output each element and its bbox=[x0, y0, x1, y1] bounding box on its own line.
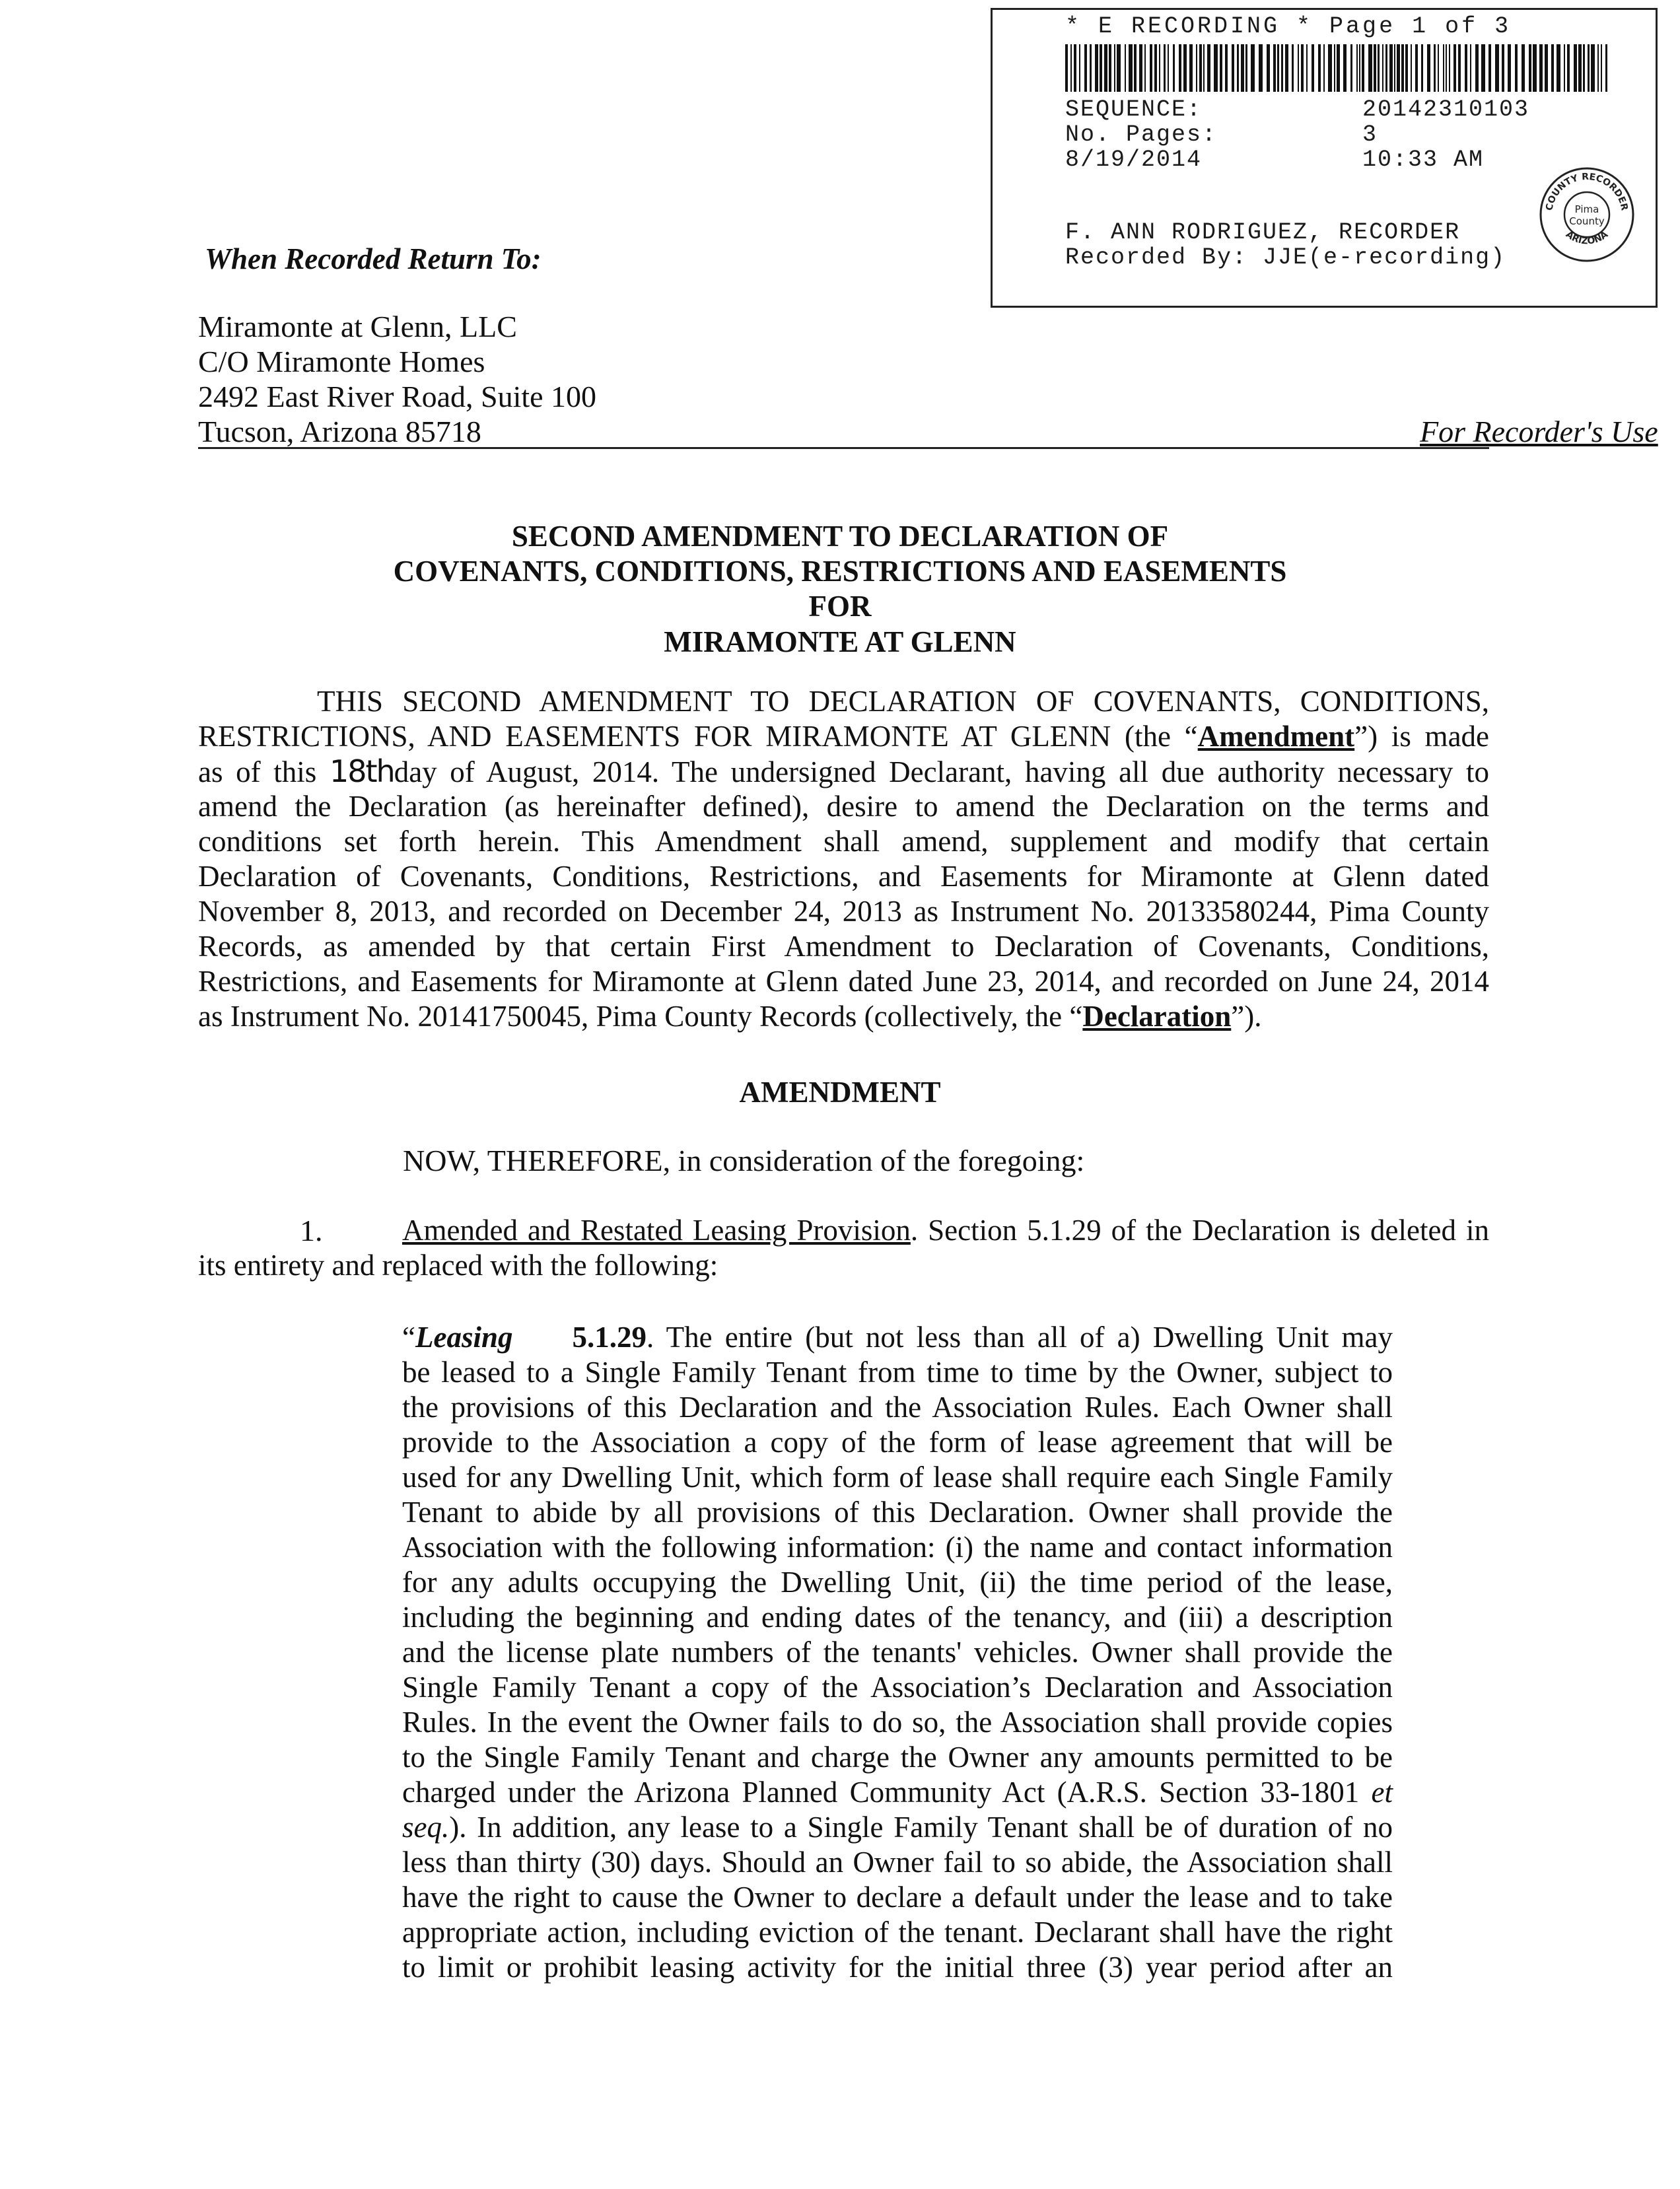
barcode-bar bbox=[1427, 44, 1430, 92]
leasing-line: Association with the following information: (i) the name and contact information bbox=[402, 1531, 1393, 1564]
barcode-bar bbox=[1522, 44, 1525, 92]
barcode-bar bbox=[1389, 44, 1393, 92]
barcode-bar bbox=[1458, 44, 1461, 92]
barcode-bar bbox=[1362, 44, 1364, 92]
declaration-defined-term: Declaration bbox=[1082, 1000, 1232, 1033]
barcode-bar bbox=[1207, 44, 1210, 92]
barcode-bar bbox=[1401, 44, 1404, 92]
barcode-bar bbox=[1117, 44, 1121, 92]
barcode-bar bbox=[1588, 44, 1590, 92]
barcode-bar bbox=[1301, 44, 1304, 92]
amendment-defined-term: Amendment bbox=[1197, 720, 1355, 753]
leasing-line: “Leasing 5.1.29. The entire (but not less than all of a) Dwelling Unit may bbox=[402, 1321, 1393, 1354]
barcode-bar bbox=[1150, 44, 1152, 92]
stamp-header: * E RECORDING * Page 1 of 3 bbox=[1065, 13, 1512, 40]
intro-line: conditions set forth herein. This Amendment shall amend, supplement and modify that certain bbox=[198, 825, 1489, 858]
leasing-line: less than thirty (30) days. Should an Owner fail to so abide, the Association shall bbox=[402, 1846, 1393, 1879]
barcode-bar bbox=[1421, 44, 1423, 92]
barcode-bar bbox=[1144, 44, 1146, 92]
datetime-row bbox=[1065, 147, 1485, 173]
barcode-bar bbox=[1508, 44, 1511, 92]
barcode-bar bbox=[1114, 44, 1115, 92]
return-address-line-4: Tucson, Arizona 85718 bbox=[198, 415, 481, 448]
barcode-bar bbox=[1334, 44, 1335, 92]
barcode-bar bbox=[1374, 44, 1376, 92]
barcode-bar bbox=[1564, 44, 1565, 92]
barcode-bar bbox=[1434, 44, 1436, 92]
barcode-bar bbox=[1251, 44, 1255, 92]
record-time: 10:33 AM bbox=[1362, 147, 1485, 173]
barcode-bar bbox=[1551, 44, 1554, 92]
intro-line: RESTRICTIONS, AND EASEMENTS FOR MIRAMONTE AT GLENN (the “Amendment”) is made bbox=[198, 720, 1490, 753]
leasing-line: seq.). In addition, any lease to a Single Family Tenant shall be of duration of no bbox=[402, 1811, 1393, 1844]
leasing-line: provide to the Association a copy of the form of lease agreement that will be bbox=[402, 1426, 1393, 1459]
barcode-bar bbox=[1465, 44, 1467, 92]
barcode-bar bbox=[1312, 44, 1314, 92]
amendment-heading: AMENDMENT bbox=[739, 1076, 941, 1109]
barcode bbox=[1065, 44, 1613, 92]
intro-line: THIS SECOND AMENDMENT TO DECLARATION OF COVENANTS, CONDITIONS, bbox=[317, 685, 1489, 718]
barcode-bar bbox=[1225, 44, 1228, 92]
county-seal-icon bbox=[1537, 165, 1636, 264]
intro-line: Declaration of Covenants, Conditions, Restrictions, and Easements for Miramonte at Glenn dated bbox=[198, 860, 1489, 893]
barcode-bar bbox=[1446, 44, 1447, 92]
barcode-bar bbox=[1605, 44, 1607, 92]
item-number: 1. bbox=[300, 1214, 323, 1247]
barcode-bar bbox=[1438, 44, 1439, 92]
return-address-line-1: Miramonte at Glenn, LLC bbox=[198, 310, 517, 343]
intro-line: November 8, 2013, and recorded on December 24, 2013 as Instrument No. 20133580244, Pima County bbox=[198, 895, 1489, 928]
leasing-line: and the license plate numbers of the tenants' vehicles. Owner shall provide the bbox=[402, 1636, 1393, 1669]
item-line: Amended and Restated Leasing Provision. Section 5.1.29 of the Declaration is deleted in bbox=[402, 1214, 1489, 1247]
section-number: 5.1.29 bbox=[572, 1321, 647, 1354]
barcode-bar bbox=[1597, 44, 1599, 92]
barcode-bar bbox=[1557, 44, 1560, 92]
title-line-2: COVENANTS, CONDITIONS, RESTRICTIONS AND EASEMENTS bbox=[393, 555, 1287, 588]
barcode-bar bbox=[1259, 44, 1263, 92]
barcode-bar bbox=[1179, 44, 1181, 92]
leasing-line: to the Single Family Tenant and charge the Owner any amounts permitted to be bbox=[402, 1741, 1393, 1774]
barcode-bar bbox=[1104, 44, 1107, 92]
leasing-line: including the beginning and ending dates of the tenancy, and (iii) a description bbox=[402, 1601, 1393, 1634]
barcode-bar bbox=[1411, 44, 1412, 92]
recorders-use-label: For Recorder's Use bbox=[1420, 415, 1658, 448]
pages-label: No. Pages: bbox=[1065, 122, 1218, 148]
pages-row bbox=[1065, 122, 1378, 148]
barcode-bar bbox=[1481, 44, 1485, 92]
leasing-line: have the right to cause the Owner to declare a default under the lease and to take bbox=[402, 1881, 1393, 1914]
barcode-bar bbox=[1578, 44, 1582, 92]
barcode-bar bbox=[1488, 44, 1491, 92]
barcode-bar bbox=[1415, 44, 1418, 92]
barcode-bar bbox=[1515, 44, 1518, 92]
barcode-bar bbox=[1359, 44, 1360, 92]
barcode-bar bbox=[1385, 44, 1387, 92]
barcode-bar bbox=[1350, 44, 1352, 92]
title-line-1: SECOND AMENDMENT TO DECLARATION OF bbox=[511, 520, 1169, 553]
barcode-bar bbox=[1343, 44, 1347, 92]
barcode-bar bbox=[1267, 44, 1270, 92]
barcode-bar bbox=[1475, 44, 1479, 92]
barcode-bar bbox=[1397, 44, 1400, 92]
barcode-bar bbox=[1529, 44, 1531, 92]
title-line-3: FOR bbox=[808, 590, 872, 623]
recorder-name: F. ANN RODRIGUEZ, RECORDER bbox=[1065, 219, 1461, 246]
barcode-bar bbox=[1495, 44, 1499, 92]
barcode-bar bbox=[1356, 44, 1358, 92]
leasing-caption: Leasing bbox=[415, 1321, 513, 1354]
barcode-bar bbox=[1070, 44, 1072, 92]
barcode-bar bbox=[1214, 44, 1218, 92]
barcode-bar bbox=[1245, 44, 1247, 92]
barcode-bar bbox=[1232, 44, 1234, 92]
barcode-bar bbox=[1567, 44, 1570, 92]
barcode-bar bbox=[1189, 44, 1193, 92]
barcode-bar bbox=[1109, 44, 1111, 92]
barcode-bar bbox=[1203, 44, 1205, 92]
svg-text:County: County bbox=[1569, 215, 1605, 227]
barcode-bar bbox=[1237, 44, 1239, 92]
item-heading: Amended and Restated Leasing Provision bbox=[402, 1214, 911, 1247]
svg-text:ARIZONA: ARIZONA bbox=[1563, 229, 1611, 247]
barcode-bar bbox=[1337, 44, 1340, 92]
intro-line: amend the Declaration (as hereinafter defined), desire to amend the Declaration on the terms and bbox=[198, 790, 1489, 823]
now-therefore-line: NOW, THEREFORE, in consideration of the foregoing: bbox=[403, 1144, 1085, 1177]
barcode-bar bbox=[1533, 44, 1537, 92]
barcode-bar bbox=[1292, 44, 1294, 92]
barcode-bar bbox=[1591, 44, 1595, 92]
barcode-bar bbox=[1470, 44, 1471, 92]
intro-line: Restrictions, and Easements for Miramonte at Glenn dated June 23, 2014, and recorded on June 24, 2014 bbox=[198, 965, 1489, 998]
barcode-bar bbox=[1154, 44, 1157, 92]
barcode-bar bbox=[1394, 44, 1395, 92]
barcode-bar bbox=[1139, 44, 1142, 92]
leasing-line: Tenant to abide by all provisions of this Declaration. Owner shall provide the bbox=[402, 1496, 1393, 1529]
barcode-bar bbox=[1583, 44, 1585, 92]
return-to-label: When Recorded Return To: bbox=[205, 242, 542, 275]
barcode-bar bbox=[1601, 44, 1602, 92]
barcode-bar bbox=[1164, 44, 1166, 92]
barcode-bar bbox=[1090, 44, 1092, 92]
barcode-bar bbox=[1199, 44, 1202, 92]
handwritten-day: 18th bbox=[329, 753, 394, 789]
barcode-bar bbox=[1285, 44, 1288, 92]
return-address-line-3: 2492 East River Road, Suite 100 bbox=[198, 380, 597, 413]
barcode-bar bbox=[1539, 44, 1543, 92]
barcode-bar bbox=[1298, 44, 1299, 92]
barcode-bar bbox=[1079, 44, 1080, 92]
pages-value: 3 bbox=[1362, 122, 1378, 148]
recorder-stamp bbox=[991, 8, 1658, 308]
barcode-bar bbox=[1168, 44, 1169, 92]
intro-line: as of this 18thday of August, 2014. The undersigned Declarant, having all due authority necessary to bbox=[198, 753, 1489, 789]
barcode-bar bbox=[1443, 44, 1444, 92]
intro-line: as Instrument No. 20141750045, Pima County Records (collectively, the “Declaration”). bbox=[198, 1000, 1262, 1033]
sequence-value: 20142310103 bbox=[1362, 96, 1530, 123]
barcode-bar bbox=[1134, 44, 1137, 92]
barcode-bar bbox=[1545, 44, 1548, 92]
leasing-line: used for any Dwelling Unit, which form of lease shall require each Single Family bbox=[402, 1461, 1393, 1494]
recorded-by: Recorded By: JJE(e-recording) bbox=[1065, 244, 1506, 271]
barcode-bar bbox=[1281, 44, 1283, 92]
barcode-bar bbox=[1323, 44, 1325, 92]
barcode-bar bbox=[1173, 44, 1175, 92]
sequence-row bbox=[1065, 96, 1530, 123]
barcode-bar bbox=[1084, 44, 1087, 92]
svg-text:COUNTY RECORDER: COUNTY RECORDER bbox=[1544, 171, 1630, 212]
barcode-bar bbox=[1453, 44, 1456, 92]
leasing-line: Single Family Tenant a copy of the Association’s Declaration and Association bbox=[402, 1671, 1393, 1704]
barcode-bar bbox=[1220, 44, 1222, 92]
barcode-bar bbox=[1277, 44, 1279, 92]
sequence-label: SEQUENCE: bbox=[1065, 96, 1203, 123]
leasing-line: the provisions of this Declaration and the Association Rules. Each Owner shall bbox=[402, 1391, 1393, 1424]
svg-text:Pima: Pima bbox=[1574, 203, 1599, 215]
barcode-bar bbox=[1306, 44, 1308, 92]
barcode-bar bbox=[1183, 44, 1187, 92]
barcode-bar bbox=[1378, 44, 1380, 92]
barcode-bar bbox=[1449, 44, 1450, 92]
barcode-bar bbox=[1074, 44, 1076, 92]
barcode-bar bbox=[1125, 44, 1126, 92]
intro-line: Records, as amended by that certain First Amendment to Declaration of Covenants, Conditions, bbox=[198, 930, 1489, 963]
leasing-line: for any adults occupying the Dwelling Unit, (ii) the time period of the lease, bbox=[402, 1566, 1393, 1599]
barcode-bar bbox=[1095, 44, 1098, 92]
leasing-line: appropriate action, including eviction of the tenant. Declarant shall have the right bbox=[402, 1916, 1393, 1949]
leasing-line: to limit or prohibit leasing activity for the initial three (3) year period after an bbox=[402, 1951, 1393, 1984]
barcode-bar bbox=[1318, 44, 1321, 92]
barcode-bar bbox=[1065, 44, 1068, 92]
divider-line bbox=[198, 447, 1489, 449]
barcode-bar bbox=[1328, 44, 1332, 92]
barcode-bar bbox=[1368, 44, 1372, 92]
barcode-bar bbox=[1502, 44, 1504, 92]
barcode-bar bbox=[1382, 44, 1383, 92]
barcode-bar bbox=[1196, 44, 1197, 92]
barcode-bar bbox=[1405, 44, 1408, 92]
barcode-bar bbox=[1100, 44, 1102, 92]
barcode-bar bbox=[1159, 44, 1160, 92]
return-address-line-2: C/O Miramonte Homes bbox=[198, 345, 485, 378]
leasing-line: charged under the Arizona Planned Community Act (A.R.S. Section 33-1801 et bbox=[402, 1776, 1393, 1809]
barcode-bar bbox=[1241, 44, 1244, 92]
barcode-bar bbox=[1574, 44, 1577, 92]
leasing-line: be leased to a Single Family Tenant from time to time by the Owner, subject to bbox=[402, 1356, 1393, 1389]
barcode-bar bbox=[1129, 44, 1133, 92]
item-line: its entirety and replaced with the following: bbox=[198, 1249, 718, 1282]
barcode-bar bbox=[1273, 44, 1276, 92]
record-date: 8/19/2014 bbox=[1065, 147, 1203, 173]
leasing-line: Rules. In the event the Owner fails to do so, the Association shall provide copies bbox=[402, 1706, 1393, 1739]
title-line-4: MIRAMONTE AT GLENN bbox=[664, 625, 1016, 658]
